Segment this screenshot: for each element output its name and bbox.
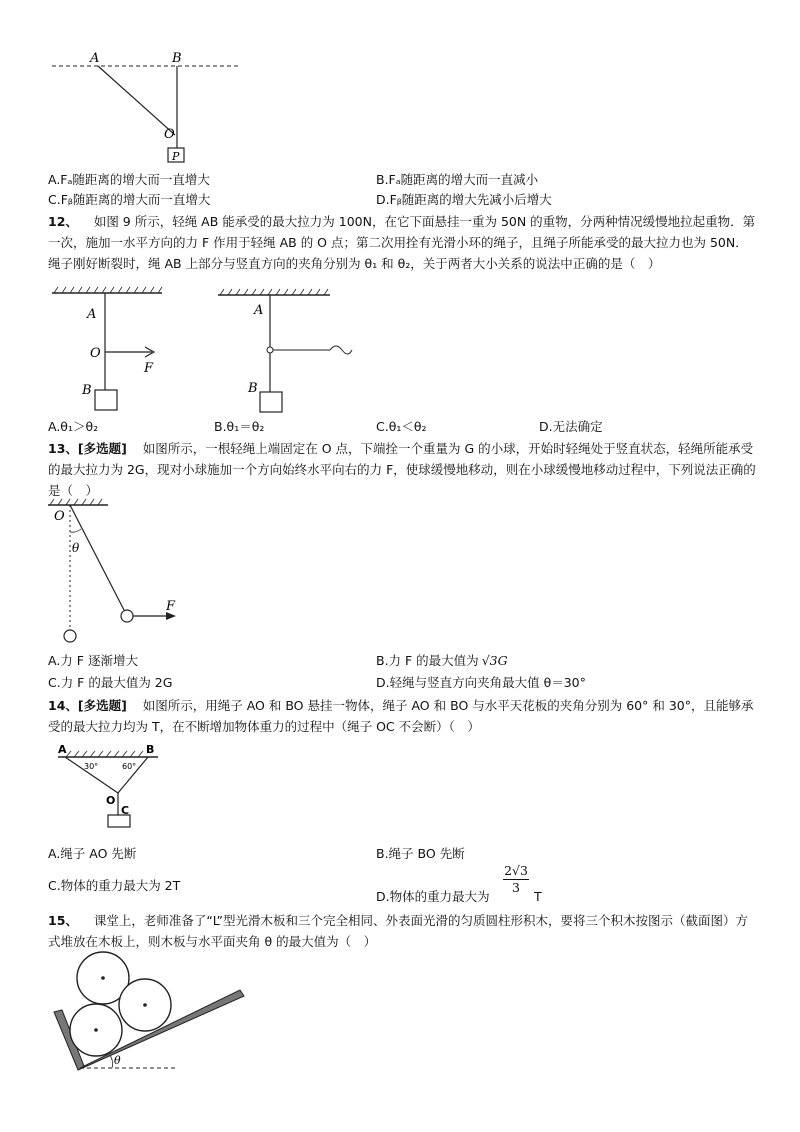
q14-stem bbox=[48, 695, 760, 737]
q14-label-c: C bbox=[121, 804, 130, 817]
q12-option-d: D.无法确定 bbox=[539, 419, 603, 434]
q14-fraction-denominator: 3 bbox=[512, 880, 520, 895]
q15-stem bbox=[48, 910, 760, 952]
q12-fig1-label-f: F bbox=[144, 361, 154, 376]
q11-option-a: A.Fₐ随距离的增大而一直增大 bbox=[48, 172, 210, 187]
q14-label-a: A bbox=[58, 743, 67, 756]
q14-fraction-numerator: 2√3 bbox=[504, 863, 528, 878]
q13-figure bbox=[48, 502, 188, 647]
q11-figure bbox=[50, 48, 250, 168]
q12-fig1-label-b: B bbox=[82, 383, 92, 398]
q14-option-d-text: D.物体的重力最大为 bbox=[376, 889, 490, 904]
q13-label-o: O bbox=[54, 509, 65, 524]
q14-option-a: A.绳子 AO 先断 bbox=[48, 846, 137, 861]
q12-fig1-label-o: O bbox=[90, 346, 101, 361]
q12-fig1-label-a: A bbox=[87, 307, 97, 322]
q13-option-b bbox=[376, 652, 508, 670]
q13-option-b-text: B.力 F 的最大值为 bbox=[376, 653, 479, 668]
q12-number: 12、 bbox=[48, 214, 78, 229]
q12-option-b: B.θ₁＝θ₂ bbox=[214, 419, 265, 434]
q11-option-b: B.Fₐ随距离的增大而一直减小 bbox=[376, 172, 539, 187]
q14-option-d-unit: T bbox=[534, 889, 542, 904]
q11-label-a: A bbox=[90, 51, 100, 66]
q13-option-a: A.力 F 逐渐增大 bbox=[48, 653, 138, 668]
q14-label-b: B bbox=[146, 743, 155, 756]
q12-option-c: C.θ₁＜θ₂ bbox=[376, 419, 427, 434]
q13-label-theta: θ bbox=[72, 541, 80, 555]
q13-stem bbox=[48, 438, 760, 501]
q15-stem-text: 课堂上，老师准备了“L”型光滑木板和三个完全相同、外表面光滑的匀质圆柱形积木，要将三个积木按图示（截面图）方式堆放在木板上，则木板与水平面夹角 θ 的最大值为（ ） bbox=[48, 913, 748, 949]
q14-option-d bbox=[376, 888, 490, 906]
q14-option-b: B.绳子 BO 先断 bbox=[376, 846, 465, 861]
q14-label-o: O bbox=[106, 794, 116, 807]
q12-figure-1 bbox=[52, 290, 182, 415]
q13-option-d: D.轻绳与竖直方向夹角最大值 θ＝30° bbox=[376, 675, 586, 690]
q14-label-angle-a: 30° bbox=[84, 762, 99, 771]
q14-number: 14、[多选题] bbox=[48, 698, 127, 713]
q12-stem-text: 如图 9 所示，轻绳 AB 能承受的最大拉力为 100N，在它下面悬挂一重为 50N 的重物，分两种情况缓慢地拉起重物．第一次，施加一水平方向的力 F 作用于轻绳 AB 的 O 点；第二次用拴有光滑小环的绳子，且绳子所能承受的最大拉力也为 50N．绳子刚好断裂时，绳 AB 上部分与竖直方向的夹角分别为 θ₁ 和 θ₂，关于两者大小关系的说法中正确的是（ ） bbox=[48, 214, 756, 271]
q11-label-o: O bbox=[164, 127, 175, 142]
q14-figure bbox=[58, 743, 173, 838]
q13-option-c: C.力 F 的最大值为 2G bbox=[48, 675, 173, 690]
q12-fig2-label-b: B bbox=[248, 381, 258, 396]
q12-fig2-label-a: A bbox=[254, 303, 264, 318]
q13-number: 13、[多选题] bbox=[48, 441, 127, 456]
q13-option-b-math: √3G bbox=[481, 653, 508, 668]
q13-label-f: F bbox=[166, 599, 176, 614]
q14-label-angle-b: 60° bbox=[122, 762, 137, 771]
q13-stem-text: 如图所示，一根轻绳上端固定在 O 点，下端拴一个重量为 G 的小球，开始时轻绳处于竖直状态，轻绳所能承受的最大拉力为 2G，现对小球施加一个方向始终水平向右的力 F，使球缓慢地移动，则在小球缓慢地移动过程中，下列说法正确的是（ ） bbox=[48, 441, 756, 498]
q12-stem bbox=[48, 211, 760, 274]
q14-option-c: C.物体的重力最大为 2T bbox=[48, 878, 181, 893]
q14-stem-text: 如图所示，用绳子 AO 和 BO 悬挂一物体，绳子 AO 和 BO 与水平天花板的夹角分别为 60° 和 30°，且能够承受的最大拉力均为 T，在不断增加物体重力的过程中（绳子 OC 不会断）（ ） bbox=[48, 698, 754, 734]
q15-number: 15、 bbox=[48, 913, 78, 928]
q14-option-d-fraction bbox=[503, 863, 529, 896]
q15-label-theta: θ bbox=[114, 1054, 121, 1067]
q11-label-b: B bbox=[172, 51, 182, 66]
q11-option-c: C.Fᵦ随距离的增大而一直增大 bbox=[48, 192, 211, 207]
q12-figure-2 bbox=[218, 292, 358, 417]
q11-label-p: P bbox=[172, 150, 180, 163]
q12-option-a: A.θ₁＞θ₂ bbox=[48, 419, 99, 434]
q15-figure bbox=[50, 950, 250, 1075]
q11-option-d: D.Fᵦ随距离的增大先减小后增大 bbox=[376, 192, 552, 207]
